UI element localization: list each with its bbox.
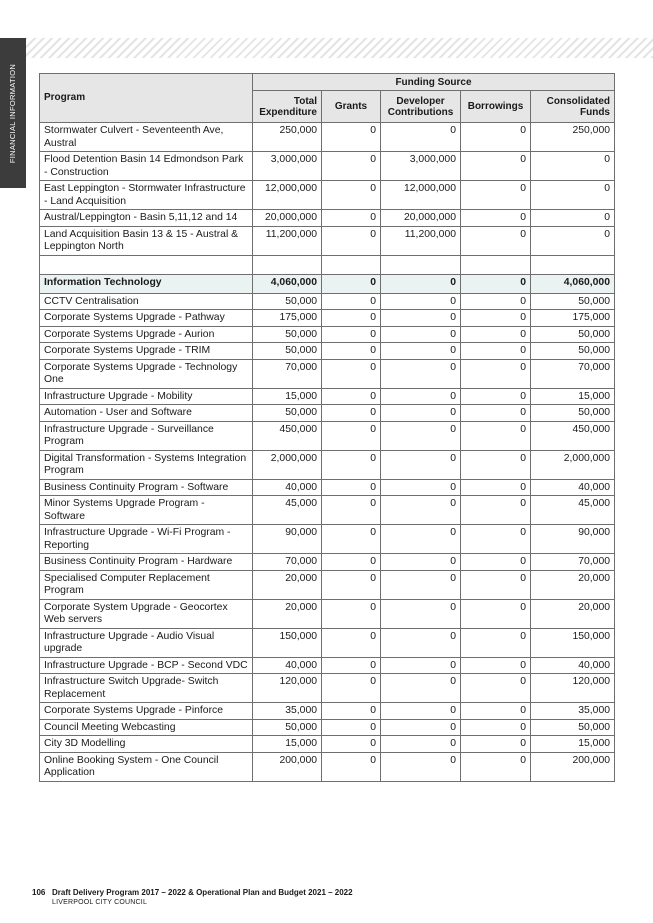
decorative-hatch-band xyxy=(0,38,653,58)
total-cell: 70,000 xyxy=(253,359,322,388)
borrowings-cell: 0 xyxy=(461,293,531,310)
developer-cell: 0 xyxy=(381,554,461,571)
consolidated-cell: 50,000 xyxy=(531,326,615,343)
table-row xyxy=(40,703,615,720)
consolidated-cell: 40,000 xyxy=(531,657,615,674)
grants-cell: 0 xyxy=(322,496,381,525)
total-cell: 4,060,000 xyxy=(253,274,322,293)
consolidated-cell: 450,000 xyxy=(531,421,615,450)
grants-cell: 0 xyxy=(322,226,381,255)
developer-cell xyxy=(381,255,461,274)
borrowings-header: Borrowings xyxy=(461,91,531,123)
program-cell: Corporate Systems Upgrade - TRIM xyxy=(40,343,253,360)
borrowings-cell: 0 xyxy=(461,570,531,599)
consolidated-cell: 4,060,000 xyxy=(531,274,615,293)
total-cell: 50,000 xyxy=(253,405,322,422)
program-cell: Infrastructure Upgrade - Mobility xyxy=(40,388,253,405)
consolidated-cell: 70,000 xyxy=(531,359,615,388)
total-cell: 2,000,000 xyxy=(253,450,322,479)
borrowings-cell: 0 xyxy=(461,496,531,525)
consolidated-cell: 0 xyxy=(531,226,615,255)
program-cell: CCTV Centralisation xyxy=(40,293,253,310)
grants-cell xyxy=(322,255,381,274)
grants-cell: 0 xyxy=(322,181,381,210)
developer-cell: 3,000,000 xyxy=(381,152,461,181)
program-cell: Infrastructure Upgrade - Audio Visual upgrade xyxy=(40,628,253,657)
table-row xyxy=(40,479,615,496)
program-cell: Land Acquisition Basin 13 & 15 - Austral & Leppington North xyxy=(40,226,253,255)
total-cell: 45,000 xyxy=(253,496,322,525)
borrowings-cell: 0 xyxy=(461,310,531,327)
developer-cell: 0 xyxy=(381,310,461,327)
program-cell: Information Technology xyxy=(40,274,253,293)
document-title: Draft Delivery Program 2017 – 2022 & Operational Plan and Budget 2021 – 2022 xyxy=(52,888,353,897)
table-row xyxy=(40,752,615,781)
grants-header: Grants xyxy=(322,91,381,123)
total-cell: 200,000 xyxy=(253,752,322,781)
developer-cell: 0 xyxy=(381,570,461,599)
consolidated-cell: 150,000 xyxy=(531,628,615,657)
consolidated-cell: 175,000 xyxy=(531,310,615,327)
developer-cell: 0 xyxy=(381,359,461,388)
developer-cell: 12,000,000 xyxy=(381,181,461,210)
grants-cell: 0 xyxy=(322,123,381,152)
grants-cell: 0 xyxy=(322,719,381,736)
program-cell: Online Booking System - One Council Application xyxy=(40,752,253,781)
funding-source-header: Funding Source xyxy=(253,74,615,91)
consolidated-cell: 70,000 xyxy=(531,554,615,571)
table-row xyxy=(40,657,615,674)
borrowings-cell: 0 xyxy=(461,657,531,674)
developer-cell: 0 xyxy=(381,525,461,554)
total-cell: 20,000 xyxy=(253,570,322,599)
grants-cell: 0 xyxy=(322,674,381,703)
grants-cell: 0 xyxy=(322,599,381,628)
grants-cell: 0 xyxy=(322,405,381,422)
table-row xyxy=(40,310,615,327)
program-cell: East Leppington - Stormwater Infrastructure - Land Acquisition xyxy=(40,181,253,210)
program-cell: Corporate Systems Upgrade - Aurion xyxy=(40,326,253,343)
blank-row xyxy=(40,255,615,274)
consolidated-cell: 20,000 xyxy=(531,599,615,628)
total-cell: 20,000,000 xyxy=(253,210,322,227)
developer-cell: 0 xyxy=(381,123,461,152)
total-cell: 15,000 xyxy=(253,388,322,405)
borrowings-cell: 0 xyxy=(461,152,531,181)
table-row xyxy=(40,226,615,255)
grants-cell: 0 xyxy=(322,450,381,479)
developer-cell: 0 xyxy=(381,274,461,293)
table-row xyxy=(40,421,615,450)
developer-cell: 0 xyxy=(381,388,461,405)
borrowings-cell: 0 xyxy=(461,554,531,571)
consolidated-cell: 50,000 xyxy=(531,293,615,310)
table-row xyxy=(40,343,615,360)
total-cell: 70,000 xyxy=(253,554,322,571)
consolidated-cell: 120,000 xyxy=(531,674,615,703)
borrowings-cell: 0 xyxy=(461,736,531,753)
table-row xyxy=(40,554,615,571)
grants-cell: 0 xyxy=(322,525,381,554)
developer-cell: 0 xyxy=(381,343,461,360)
grants-cell: 0 xyxy=(322,570,381,599)
developer-cell: 20,000,000 xyxy=(381,210,461,227)
table-row xyxy=(40,525,615,554)
developer-cell: 0 xyxy=(381,293,461,310)
page-number: 106 xyxy=(32,888,46,897)
consolidated-cell: 50,000 xyxy=(531,719,615,736)
section-row-information-technology xyxy=(40,274,615,293)
program-cell: Infrastructure Upgrade - BCP - Second VDC xyxy=(40,657,253,674)
consolidated-cell: 40,000 xyxy=(531,479,615,496)
table-row xyxy=(40,405,615,422)
total-cell: 450,000 xyxy=(253,421,322,450)
developer-cell: 0 xyxy=(381,479,461,496)
borrowings-cell: 0 xyxy=(461,181,531,210)
total-cell: 3,000,000 xyxy=(253,152,322,181)
table-row xyxy=(40,450,615,479)
borrowings-cell: 0 xyxy=(461,703,531,720)
consolidated-cell: 2,000,000 xyxy=(531,450,615,479)
borrowings-cell: 0 xyxy=(461,405,531,422)
developer-cell: 0 xyxy=(381,628,461,657)
borrowings-cell xyxy=(461,255,531,274)
consolidated-cell: 0 xyxy=(531,152,615,181)
consolidated-cell: 90,000 xyxy=(531,525,615,554)
table-row xyxy=(40,326,615,343)
developer-cell: 0 xyxy=(381,674,461,703)
borrowings-cell: 0 xyxy=(461,359,531,388)
borrowings-cell: 0 xyxy=(461,343,531,360)
program-cell: Specialised Computer Replacement Program xyxy=(40,570,253,599)
program-cell: Infrastructure Switch Upgrade- Switch Replacement xyxy=(40,674,253,703)
borrowings-cell: 0 xyxy=(461,599,531,628)
total-cell xyxy=(253,255,322,274)
grants-cell: 0 xyxy=(322,152,381,181)
program-cell: Corporate Systems Upgrade - Pathway xyxy=(40,310,253,327)
developer-cell: 0 xyxy=(381,326,461,343)
program-cell: Infrastructure Upgrade - Wi-Fi Program - Reporting xyxy=(40,525,253,554)
grants-cell: 0 xyxy=(322,293,381,310)
table-row xyxy=(40,388,615,405)
table-body xyxy=(40,123,615,782)
consolidated-cell: 50,000 xyxy=(531,343,615,360)
developer-contributions-header: Developer Contributions xyxy=(381,91,461,123)
grants-cell: 0 xyxy=(322,274,381,293)
grants-cell: 0 xyxy=(322,421,381,450)
developer-cell: 0 xyxy=(381,657,461,674)
program-cell xyxy=(40,255,253,274)
table-row xyxy=(40,210,615,227)
developer-cell: 0 xyxy=(381,599,461,628)
program-cell: Corporate System Upgrade - Geocortex Web servers xyxy=(40,599,253,628)
total-cell: 50,000 xyxy=(253,343,322,360)
grants-cell: 0 xyxy=(322,326,381,343)
program-cell: Minor Systems Upgrade Program - Software xyxy=(40,496,253,525)
consolidated-cell: 0 xyxy=(531,210,615,227)
total-cell: 12,000,000 xyxy=(253,181,322,210)
total-cell: 90,000 xyxy=(253,525,322,554)
table-row xyxy=(40,496,615,525)
program-cell: Austral/Leppington - Basin 5,11,12 and 14 xyxy=(40,210,253,227)
borrowings-cell: 0 xyxy=(461,226,531,255)
grants-cell: 0 xyxy=(322,388,381,405)
consolidated-funds-header: Consolidated Funds xyxy=(531,91,615,123)
total-cell: 175,000 xyxy=(253,310,322,327)
total-cell: 150,000 xyxy=(253,628,322,657)
total-cell: 40,000 xyxy=(253,657,322,674)
developer-cell: 11,200,000 xyxy=(381,226,461,255)
program-cell: Infrastructure Upgrade - Surveillance Program xyxy=(40,421,253,450)
borrowings-cell: 0 xyxy=(461,274,531,293)
developer-cell: 0 xyxy=(381,703,461,720)
grants-cell: 0 xyxy=(322,554,381,571)
section-side-tab xyxy=(0,38,26,188)
funding-table xyxy=(39,73,615,782)
total-cell: 35,000 xyxy=(253,703,322,720)
developer-cell: 0 xyxy=(381,496,461,525)
grants-cell: 0 xyxy=(322,628,381,657)
consolidated-cell: 15,000 xyxy=(531,388,615,405)
consolidated-cell: 35,000 xyxy=(531,703,615,720)
borrowings-cell: 0 xyxy=(461,752,531,781)
developer-cell: 0 xyxy=(381,719,461,736)
consolidated-cell: 20,000 xyxy=(531,570,615,599)
total-cell: 15,000 xyxy=(253,736,322,753)
borrowings-cell: 0 xyxy=(461,210,531,227)
program-cell: Corporate Systems Upgrade - Pinforce xyxy=(40,703,253,720)
table-row xyxy=(40,674,615,703)
borrowings-cell: 0 xyxy=(461,674,531,703)
total-cell: 20,000 xyxy=(253,599,322,628)
program-cell: Council Meeting Webcasting xyxy=(40,719,253,736)
borrowings-cell: 0 xyxy=(461,525,531,554)
consolidated-cell: 45,000 xyxy=(531,496,615,525)
program-header: Program xyxy=(40,74,253,123)
total-cell: 50,000 xyxy=(253,719,322,736)
table-row xyxy=(40,719,615,736)
table-header xyxy=(40,74,615,123)
table-row xyxy=(40,181,615,210)
table-row xyxy=(40,628,615,657)
developer-cell: 0 xyxy=(381,736,461,753)
organisation-name: LIVERPOOL CITY COUNCIL xyxy=(52,899,148,906)
program-cell: Corporate Systems Upgrade - Technology One xyxy=(40,359,253,388)
grants-cell: 0 xyxy=(322,479,381,496)
program-cell: Business Continuity Program - Software xyxy=(40,479,253,496)
grants-cell: 0 xyxy=(322,736,381,753)
grants-cell: 0 xyxy=(322,752,381,781)
side-tab-label: FINANCIAL INFORMATION xyxy=(8,63,18,163)
table-row xyxy=(40,293,615,310)
table-row xyxy=(40,123,615,152)
grants-cell: 0 xyxy=(322,310,381,327)
borrowings-cell: 0 xyxy=(461,450,531,479)
developer-cell: 0 xyxy=(381,421,461,450)
total-cell: 50,000 xyxy=(253,326,322,343)
borrowings-cell: 0 xyxy=(461,388,531,405)
consolidated-cell xyxy=(531,255,615,274)
total-cell: 50,000 xyxy=(253,293,322,310)
borrowings-cell: 0 xyxy=(461,123,531,152)
total-cell: 40,000 xyxy=(253,479,322,496)
grants-cell: 0 xyxy=(322,657,381,674)
program-cell: Stormwater Culvert - Seventeenth Ave, Austral xyxy=(40,123,253,152)
program-cell: Business Continuity Program - Hardware xyxy=(40,554,253,571)
consolidated-cell: 50,000 xyxy=(531,405,615,422)
consolidated-cell: 250,000 xyxy=(531,123,615,152)
table-row xyxy=(40,599,615,628)
borrowings-cell: 0 xyxy=(461,326,531,343)
table-row xyxy=(40,736,615,753)
program-cell: City 3D Modelling xyxy=(40,736,253,753)
grants-cell: 0 xyxy=(322,343,381,360)
developer-cell: 0 xyxy=(381,405,461,422)
developer-cell: 0 xyxy=(381,450,461,479)
developer-cell: 0 xyxy=(381,752,461,781)
borrowings-cell: 0 xyxy=(461,479,531,496)
total-cell: 11,200,000 xyxy=(253,226,322,255)
borrowings-cell: 0 xyxy=(461,628,531,657)
borrowings-cell: 0 xyxy=(461,719,531,736)
table-row xyxy=(40,359,615,388)
program-cell: Flood Detention Basin 14 Edmondson Park - Construction xyxy=(40,152,253,181)
grants-cell: 0 xyxy=(322,359,381,388)
consolidated-cell: 200,000 xyxy=(531,752,615,781)
borrowings-cell: 0 xyxy=(461,421,531,450)
consolidated-cell: 15,000 xyxy=(531,736,615,753)
total-cell: 250,000 xyxy=(253,123,322,152)
table-row xyxy=(40,152,615,181)
grants-cell: 0 xyxy=(322,703,381,720)
program-cell: Automation - User and Software xyxy=(40,405,253,422)
consolidated-cell: 0 xyxy=(531,181,615,210)
grants-cell: 0 xyxy=(322,210,381,227)
program-cell: Digital Transformation - Systems Integration Program xyxy=(40,450,253,479)
total-expenditure-header: Total Expenditure xyxy=(253,91,322,123)
total-cell: 120,000 xyxy=(253,674,322,703)
table-row xyxy=(40,570,615,599)
